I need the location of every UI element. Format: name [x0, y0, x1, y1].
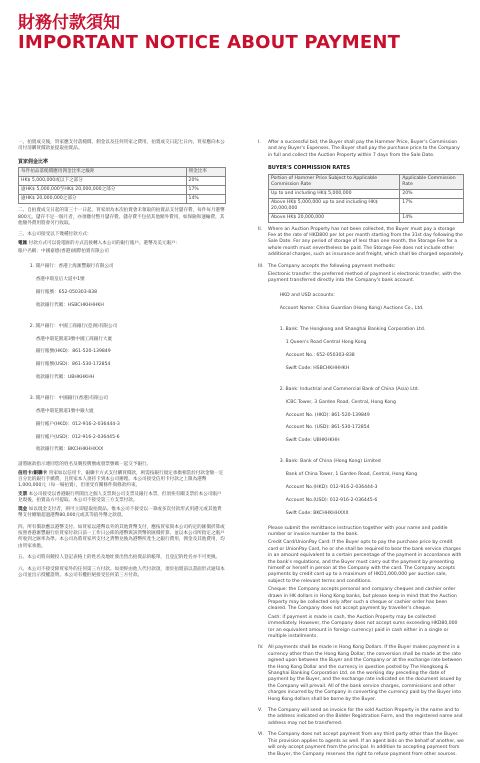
- account-name-zh: 賬戶名稱：中國嘉德(香港)國際拍賣有限公司: [18, 249, 109, 255]
- commission-table-zh: [18, 167, 226, 204]
- bank-3-en: 3. Bank: Bank of China (Hong Kong) Limited Bank of China Tower, 1 Garden Road, Central, Hong Kong Account No.(HKD): 012-916-2-036444-3 Account No.(USD): 012-916-2-036445-6 Swift Code: BKCHHKHHXXX: [279, 459, 418, 516]
- table-cell: 逾HK$ 20,000,000之部分: [19, 195, 187, 204]
- table-row: [19, 195, 226, 204]
- table-row: [269, 213, 464, 222]
- clause-5-en: V. The Company will send an invoice for the sold Auction Property in the name and to the address indicated on the Bidder Registration Form, and the registered name and address may not be transferred.: [258, 708, 465, 726]
- table-header-cell: 佣金比率: [186, 168, 225, 177]
- table-header-row: [19, 168, 226, 177]
- table-row: [19, 177, 226, 186]
- wire-note-zh: 請將匯款指示連同您的姓名及競投牌號或發票號碼一起交予銀行。: [18, 462, 152, 468]
- table-header-cell: Applicable Commission Rate: [400, 174, 464, 189]
- clause-1-en: I. After a successful bid, the Buyer shall pay the Hammer Price, Buyer's Commission and any Buyer's Expenses. The Buyer shall pay the purchase price to the Company in full and collect the Auction Property within 7 days from the Sale Date.: [258, 140, 462, 158]
- account-info-en: HKD and USD accounts: Account Name: China Guardian (Hong Kong) Auctions Co., Ltd.: [279, 293, 424, 312]
- bank-2-en: 2. Bank: Industrial and Commercial Bank of China (Asia) Ltd. ICBC Tower, 3 Garden Road, Central, Hong Kong Account No. (HKD): 861-520-139849 Account No. (USD): 861-530-172854 Swift Code: UBHKHKHH: [279, 386, 419, 444]
- commission-table-en: [268, 174, 464, 223]
- cash-payment-en: Cash: if payment is made in cash, the Auction Property may be collected immediately. However, the Company does not accept sums exceeding HKD80,000 (or an equivalent amount in foreign currency) paid in cash either in a single or multiple installments.: [268, 614, 459, 639]
- table-cell: 20%: [186, 177, 225, 186]
- bank-1-zh: 1. 開戶銀行：香港上海滙豐銀行有限公司 香港中環皇后大道中1號 銀行賬號：652-050303-838 收款銀行代碼：HSBCHKHHHKH: [29, 264, 114, 308]
- table-cell: 20%: [400, 189, 464, 198]
- cheque-payment-en: Cheque: the Company accepts personal and company cheques and cashier order drawn in HK dollars in Hong Kong banks, but please keep in mind that the Auction Property may be collected only after such a cheque or cashier order has been cleared. The Company does not accept payment by traveller's cheque.: [268, 587, 459, 612]
- english-column: [258, 140, 464, 763]
- card-payment-en: Credit Card/UnionPay Card: If the Buyer opts to pay the purchase price by credit card or UnionPay Card, he or she shall be required to bear the bank service charges in an amount equivalent to a certain percentage of the payment in accordance with the bank's regulations, and the Buyer must carry out the payment by presenting himself or herself in person at the Company with the card. The Company accepts payments by credit card up to a maximum of HKD1,000,000 per auction sale, subject to the relevant terms and conditions.: [268, 540, 463, 584]
- clause-3-zh: 三、本公司接受以下幾種付款方式： 電匯 付款方式可以從電匯的方式直接轉入本公司的銀行賬戶。港幣及美元賬戶： 賬戶名稱：中國嘉德(香港)國際拍賣有限公司 1. 開戶銀行：香港上海滙豐銀行有限公司 香港中環皇后大道中1號 銀行賬號：652-050303-838 收款銀行代碼：HSBCHKHHHKH 2. 開戶銀行：中國工商銀行(亞洲)有限公司 香港中環花園道3號中國工商銀行大廈 銀行賬號(HKD)：861-520-139849 銀行賬號(USD)：861-530-172854 收款銀行代碼：UBHKHKHH 3. 開戶銀行：中國銀行(香港)有限公司 香港中環花園道1號中銀大廈 銀行帳戶(HKD)：012-916-2-036444-3 銀行帳戶(USD)：012-916-2-036445-6 收款銀行代碼：BKCHHKHHXXX 請將匯款指示連同您的姓名及競投牌號或發票號碼一起交予銀行。 信用卡/銀聯卡 買家如以信用卡、銀聯卡方式支付購買價款，則需按銀行規定承擔相當於付款金額一定百分比的銀行手續費，且買家本人須持卡到本公司辦理。本公司接受信用卡付款之上限為港幣1,000,000元（每一場拍賣），但須受有關條件與條款約束。 支票 本公司接受以香港銀行所開出之個人支票與公司支票及銀行本票，但須俟有關支票於本公司賬戶兌現後，拍賣品方可提取。本公司不接受第三方支票付款。 現金 如以現金支付者，則可立即提取拍賣品。惟本公司不接受以一筆或多次付款形式用港元或其他貨幣支付總額超過港幣80,000元或其等值外幣之款項。: [18, 232, 226, 521]
- table-cell: 逾HK$ 5,000,000至HK$ 20,000,000之部分: [19, 186, 187, 195]
- table-cell: Above HK$ 5,000,000 up to and including HK$ 20,000,000: [269, 198, 400, 213]
- bank-1-en: 1. Bank: The Hongkong and Shanghai Banking Corporation Ltd. 1 Queen's Road Central Hong Kong Account No.: 652-050303-838 Swift Code: HSBCHKHHHKH: [279, 327, 426, 371]
- clause-2-zh: 二、自拍賣成交日起的第三十一日起，買家須為本次拍賣會未領取的拍賣品支付儲存費，每件每月港幣800元。儲存不足一個月者，亦須繳付整月儲存費。儲存費不包括其他額外費用，如保險和運輸費，其他額外費用將會另行收取。: [18, 208, 225, 227]
- bank-2-zh: 2. 開戶銀行：中國工商銀行(亞洲)有限公司 香港中環花園道3號中國工商銀行大廈 銀行賬號(HKD)：861-520-139849 銀行賬號(USD)：861-530-172854 收款銀行代碼：UBHKHKHH: [29, 323, 118, 380]
- clause-5-zh: 五、本公司將向競投人登記表格上的姓名及地址發出售出拍賣品的帳單，且登記的姓名亦不可更換。: [18, 555, 221, 561]
- cheque-payment-zh: 支票 本公司接受以香港銀行所開出之個人支票與公司支票及銀行本票，但須俟有關支票於本公司賬戶兌現後，拍賣品方可提取。本公司不接受第三方支票付款。: [18, 491, 222, 504]
- table-cell: 17%: [400, 198, 464, 213]
- table-cell: HK$ 5,000,000或以下之部分: [19, 177, 187, 186]
- table-row: [19, 186, 226, 195]
- page-title-english: IMPORTANT NOTICE ABOUT PAYMENT: [18, 32, 401, 53]
- table-cell: 14%: [400, 213, 464, 222]
- clause-6-en: VI. The Company does not accept payment from any third party other than the Buyer. This provision applies to agents as well. If an agent bids on the behalf of another, we will only accept payment from the principal. In addition to accepting payment from the Buyer, the Company reserves the right to refuse payment from other sources.: [258, 732, 466, 757]
- clause-4-en: IV. All payments shall be made in Hong Kong Dollars. If the Buyer makes payment in a currency other than the Hong Kong Dollar, the conversion shall be made at the rate agreed upon between the Buyer and the Company or at the exchange rate between the Hong Kong Dollar and the currency in question posted by The Hongkong & Shanghai Banking Corporation Ltd. on the working day preceding the date of payment by the Buyer, and the exchange rate indicated on the document issued by the Company will prevail. All of the bank service charges, commissions and other charges incurred by the Company in converting the currency paid by the Buyer into Hong Kong dollars shall be borne by the Buyer.: [258, 645, 464, 702]
- table-header-row: [269, 174, 464, 189]
- wire-transfer-zh: 電匯 付款方式可以從電匯的方式直接轉入本公司的銀行賬戶。港幣及美元賬戶：: [18, 240, 181, 246]
- clause-3-en: III. The Company accepts the following payment methods: Electronic transfer: the preferred method of payment is electronic transfer, with the payment transferred directly into the Company's bank account. HKD and USD accounts: Account Name: China Guardian (Hong Kong) Auctions Co., Ltd. 1. Bank: The Hongkong and Shanghai Banking Corporation Ltd. 1 Queen's Road Central Hong Kong Account No.: 652-050303-838 Swift Code: HSBCHKHHHKH 2. Bank: Industrial and Commercial Bank of China (Asia) Ltd. ICBC Tower, 3 Garden Road, Central, Hong Kong Account No. (HKD): 861-520-139849 Account No. (USD): 861-530-172854 Swift Code: UBHKHKHH 3. Bank: Bank of China (Hong Kong) Limited Bank of China Tower, 1 Garden Road, Central, Hong Kong Account No.(HKD): 012-916-2-036444-3 Account No.(USD): 012-916-2-036445-6 Swift Code: BKCHHKHHXXX Please submit the remittance instruction together with your name and paddle number or invoice number to the bank. Credit Card/UnionPay Card: If the Buyer opts to pay the purchase price by credit card or UnionPay Card, he or she shall be required to bear the bank service charges in an amount equivalent to a certain percentage of the payment in accordance with the bank's regulations, and the Buyer must carry out the payment by presenting himself or herself in person at the Company with the card. The Company accepts payments by credit card up to a maximum of HKD1,000,000 per auction sale, subject to the relevant terms and conditions. Cheque: the Company accepts personal and company cheques and cashier order drawn in HK dollars in Hong Kong banks, but please keep in mind that the Auction Property may be collected only after such a cheque or cashier order has been cleared. The Company does not accept payment by traveller's cheque. Cash: if payment is made in cash, the Auction Property may be collected immediately. However, the Company does not accept sums exceeding HKD80,000 (or an equivalent amount in foreign currency) paid in cash either in a single or multiple installments.: [258, 263, 463, 639]
- clause-4-zh: 四、所有價款應以港幣支付。如買家以港幣以外的其他貨幣支付，應按買家與本公司約定的匯價折算或按照香港滙豐銀行於買家付款日前一工作日公佈的港幣與該貨幣的匯價折算，並以本公司所指定之賬戶所收到之匯率為準。本公司為將買家所支付之貨幣兌換為港幣所產生之銀行費用、佣金及其他費用，均由買家承擔。: [18, 524, 225, 549]
- chinese-column: [18, 140, 226, 584]
- table-header-cell: Portion of Hammer Price Subject to Applicable Commission Rate: [269, 174, 400, 189]
- card-payment-zh: 信用卡/銀聯卡 買家如以信用卡、銀聯卡方式支付購買價款，則需按銀行規定承擔相當於付款金額一定百分比的銀行手續費，且買家本人須持卡到本公司辦理。本公司接受信用卡付款之上限為港幣1,000,000元（每一場拍賣），但須受有關條件與條款約束。: [18, 470, 224, 489]
- table-cell: 17%: [186, 186, 225, 195]
- table-row: [269, 189, 464, 198]
- clause-2-en: II. Where an Auction Property has not been collected, the Buyer must pay a storage Fee at the rate of HKD800 per lot per month starting from the 31st day following the Sale Date. For any period of storage of less than one month, the Storage Fee for a whole month must nevertheless be paid. The Storage Fee does not include other additional charges, such as insurance and freight, which shall be charged separately.: [258, 226, 465, 258]
- wire-note-en: Please submit the remittance instruction together with your name and paddle number or invoice number to the bank.: [268, 525, 450, 537]
- table-row: [269, 198, 464, 213]
- commission-table-title-zh: 買家佣金比率: [18, 158, 49, 165]
- table-header-cell: 每件拍品落槌價應用佣金比率之級距: [19, 168, 187, 177]
- page-title-chinese: 財務付款須知: [18, 13, 120, 33]
- clause-1-zh: 一、拍賣成交後，買家應支付落槌價、佣金以及任何買家之費用。拍賣成交日起七日內，買家應向本公司付清購買價款並提取拍賣品。: [18, 140, 225, 152]
- cash-payment-zh: 現金 如以現金支付者，則可立即提取拍賣品。惟本公司不接受以一筆或多次付款形式用港元或其他貨幣支付總額超過港幣80,000元或其等值外幣之款項。: [18, 506, 222, 519]
- table-cell: 14%: [186, 195, 225, 204]
- clause-6-zh: 六、本公司不接受除買家外的任何第三方付款。如須經由他人代付款項，須於拍賣前以書面形式通知本公司並出示授權證明。本公司有權拒絕接受任何第三方付款。: [18, 566, 225, 578]
- bank-3-zh: 3. 開戶銀行：中國銀行(香港)有限公司 香港中環花園道1號中銀大廈 銀行帳戶(HKD)：012-916-2-036444-3 銀行帳戶(USD)：012-916-2-036445-6 收款銀行代碼：BKCHHKHHXXX: [29, 396, 120, 453]
- table-cell: Above HK$ 20,000,000: [269, 213, 400, 222]
- commission-table-title-en: BUYER'S COMMISSION RATES: [268, 165, 351, 172]
- wire-transfer-en: Electronic transfer: the preferred method of payment is electronic transfer, with the payment transferred directly into the Company's bank account.: [268, 272, 463, 284]
- table-cell: Up to and including HK$ 5,000,000: [269, 189, 400, 198]
